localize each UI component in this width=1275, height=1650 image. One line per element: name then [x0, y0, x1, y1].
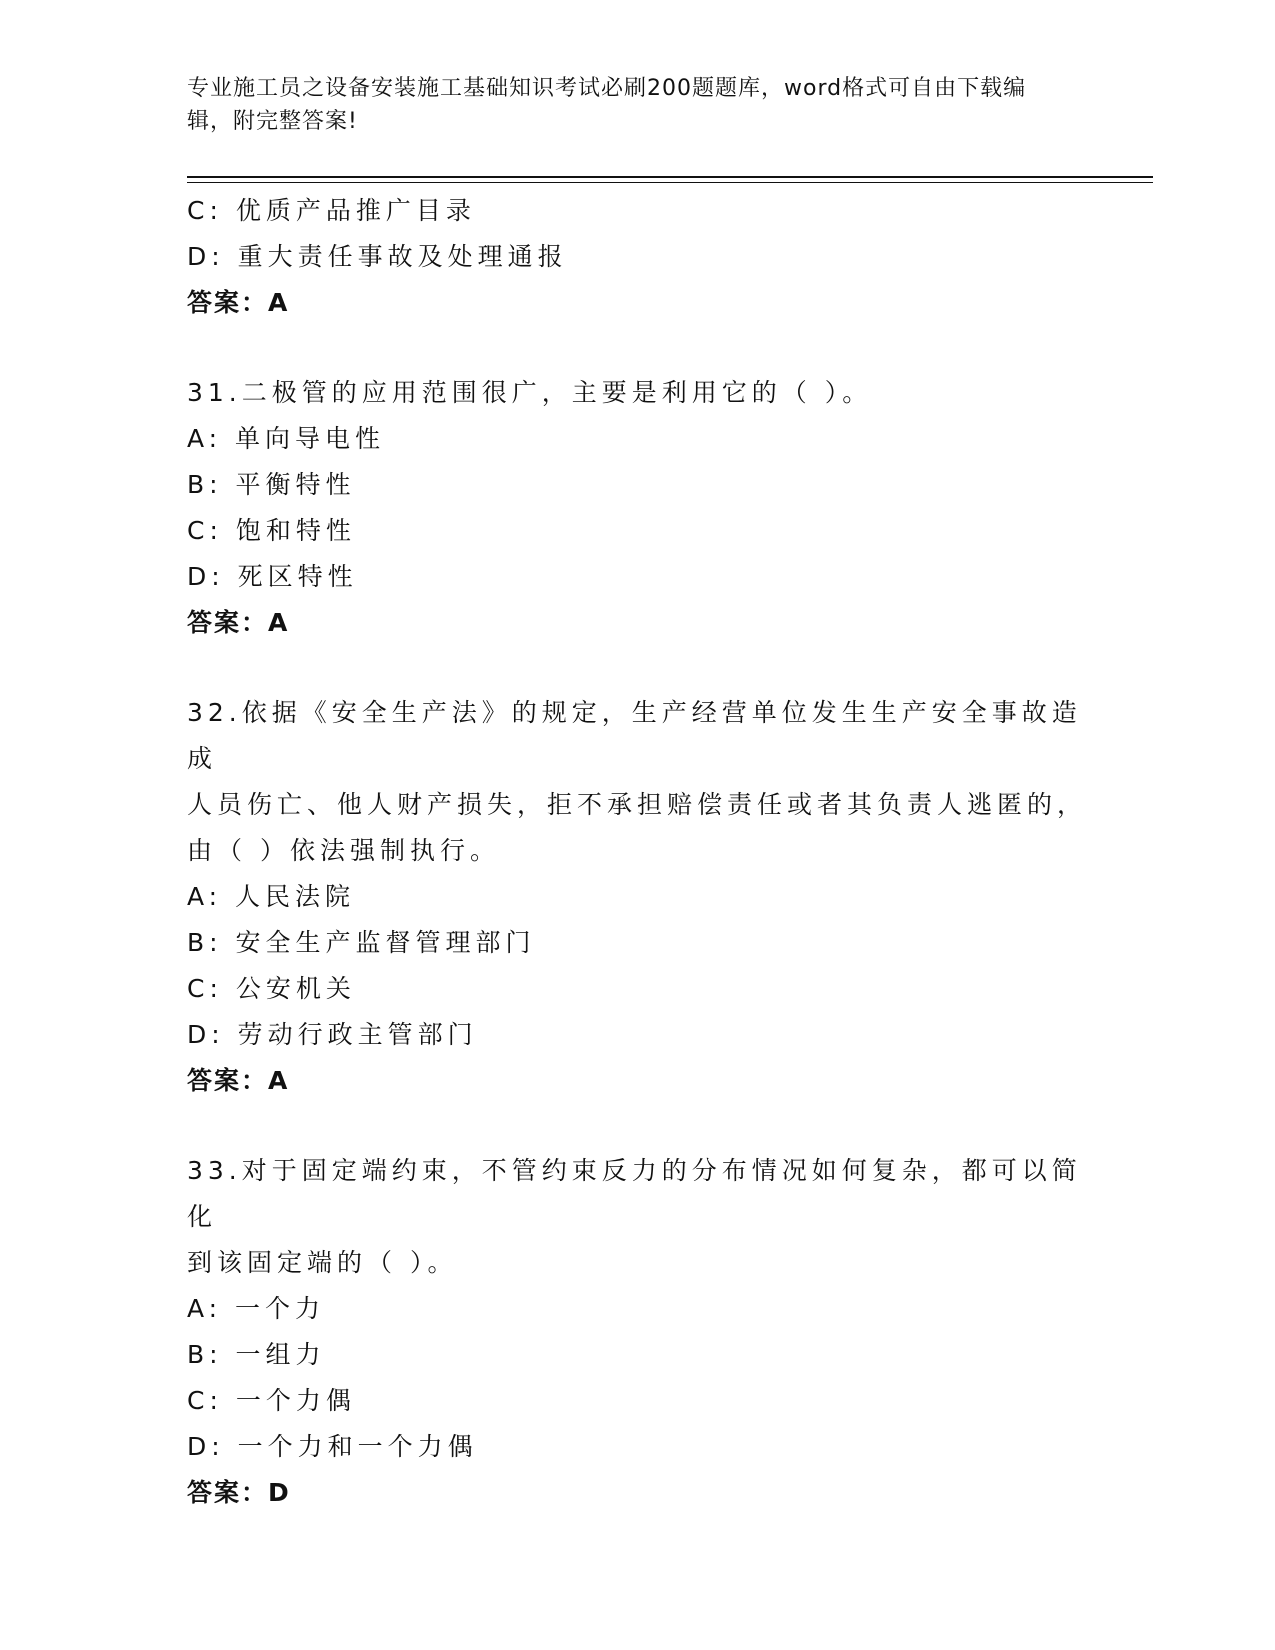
option-b: B: 安全生产监督管理部门: [187, 928, 536, 957]
question-stem-line-2: 人员伤亡、他人财产损失，拒不承担赔偿责任或者其负责人逃匿的，: [187, 790, 1088, 819]
option-c: C: 优质产品推广目录: [187, 196, 476, 225]
spacer: [187, 326, 1087, 370]
option-a: A: 一个力: [187, 1294, 326, 1323]
question-31: [187, 370, 1087, 646]
option-d: D: 死区特性: [187, 562, 358, 591]
answer-line: 答案：A: [187, 608, 290, 637]
answer-line: 答案：A: [187, 288, 290, 317]
question-30-tail: [187, 188, 1087, 326]
option-d: D: 劳动行政主管部门: [187, 1020, 478, 1049]
option-d: D: 重大责任事故及处理通报: [187, 242, 568, 271]
option-c: C: 饱和特性: [187, 516, 356, 545]
document-body: [187, 188, 1087, 1516]
question-32: [187, 690, 1087, 1104]
question-33: [187, 1148, 1087, 1516]
answer-line: 答案：A: [187, 1066, 290, 1095]
option-a: A: 人民法院: [187, 882, 356, 911]
spacer: [187, 1104, 1087, 1148]
document-header: 专业施工员之设备安装施工基础知识考试必刷200题题库，word格式可自由下载编辑，附完整答案!: [187, 76, 1027, 134]
header-rule-thick: [187, 176, 1153, 178]
option-c: C: 公安机关: [187, 974, 356, 1003]
spacer: [187, 646, 1087, 690]
option-b: B: 一组力: [187, 1340, 326, 1369]
question-stem: 31.二极管的应用范围很广，主要是利用它的（ ）。: [187, 378, 873, 407]
option-b: B: 平衡特性: [187, 470, 356, 499]
question-stem-line-2: 到该固定端的（ ）。: [187, 1248, 458, 1277]
option-a: A: 单向导电性: [187, 424, 386, 453]
option-d: D: 一个力和一个力偶: [187, 1432, 478, 1461]
header-rule-thin: [187, 182, 1153, 183]
option-c: C: 一个力偶: [187, 1386, 356, 1415]
answer-line: 答案：D: [187, 1478, 291, 1507]
question-stem-line-1: 32.依据《安全生产法》的规定，生产经营单位发生生产安全事故造成: [187, 698, 1082, 773]
question-stem-line-1: 33.对于固定端约束，不管约束反力的分布情况如何复杂，都可以简化: [187, 1156, 1082, 1231]
question-stem-line-3: 由（ ）依法强制执行。: [187, 836, 500, 865]
